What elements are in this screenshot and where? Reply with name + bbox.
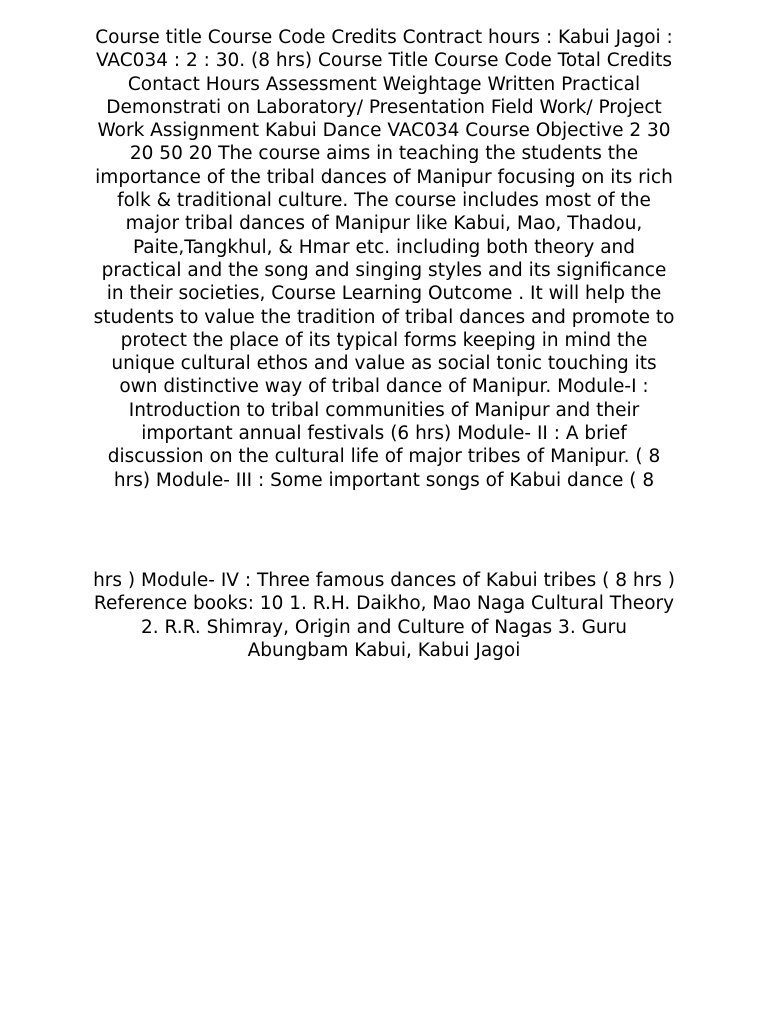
- document-text-block-1: Course title Course Code Credits Contract hours : Kabui Jagoi : VAC034 : 2 : 30. (8 hrs) Course Title Course Code Total Credits Contact Hours Assessment Weightage Written Practical Demonstrati on Laboratory/ Presentation Field Work/ Project Work Assignment Kabui Dance VAC034 Course Objective 2 30 20 50 20 The course aims in teaching the students the importance of the tribal dances of Manipur focusing on its rich folk & traditional culture. The course includes most of the major tribal dances of Manipur like Kabui, Mao, Thadou, Paite,Tangkhul, & Hmar etc. including both theory and practical and the song and singing styles and its significance in their societies, Course Learning Outcome . It will help the students to value the tradition of tribal dances and promote to protect the place of its typical forms keeping in mind the unique cultural ethos and value as social tonic touching its own distinctive way of tribal dance of Manipur. Module-I : Introduction to tribal communities of Manipur and their important annual festivals (6 hrs) Module- II : A brief discussion on the cultural life of major tribes of Manipur. ( 8 hrs) Module- III : Some important songs of Kabui dance ( 8: [93, 27, 675, 491]
- document-text-block-2: hrs ) Module- IV : Three famous dances of Kabui tribes ( 8 hrs ) Reference books: 10 1. R.H. Daikho, Mao Naga Cultural Theory 2. R.R. Shimray, Origin and Culture of Nagas 3. Guru Abungbam Kabui, Kabui Jagoi: [93, 570, 675, 661]
